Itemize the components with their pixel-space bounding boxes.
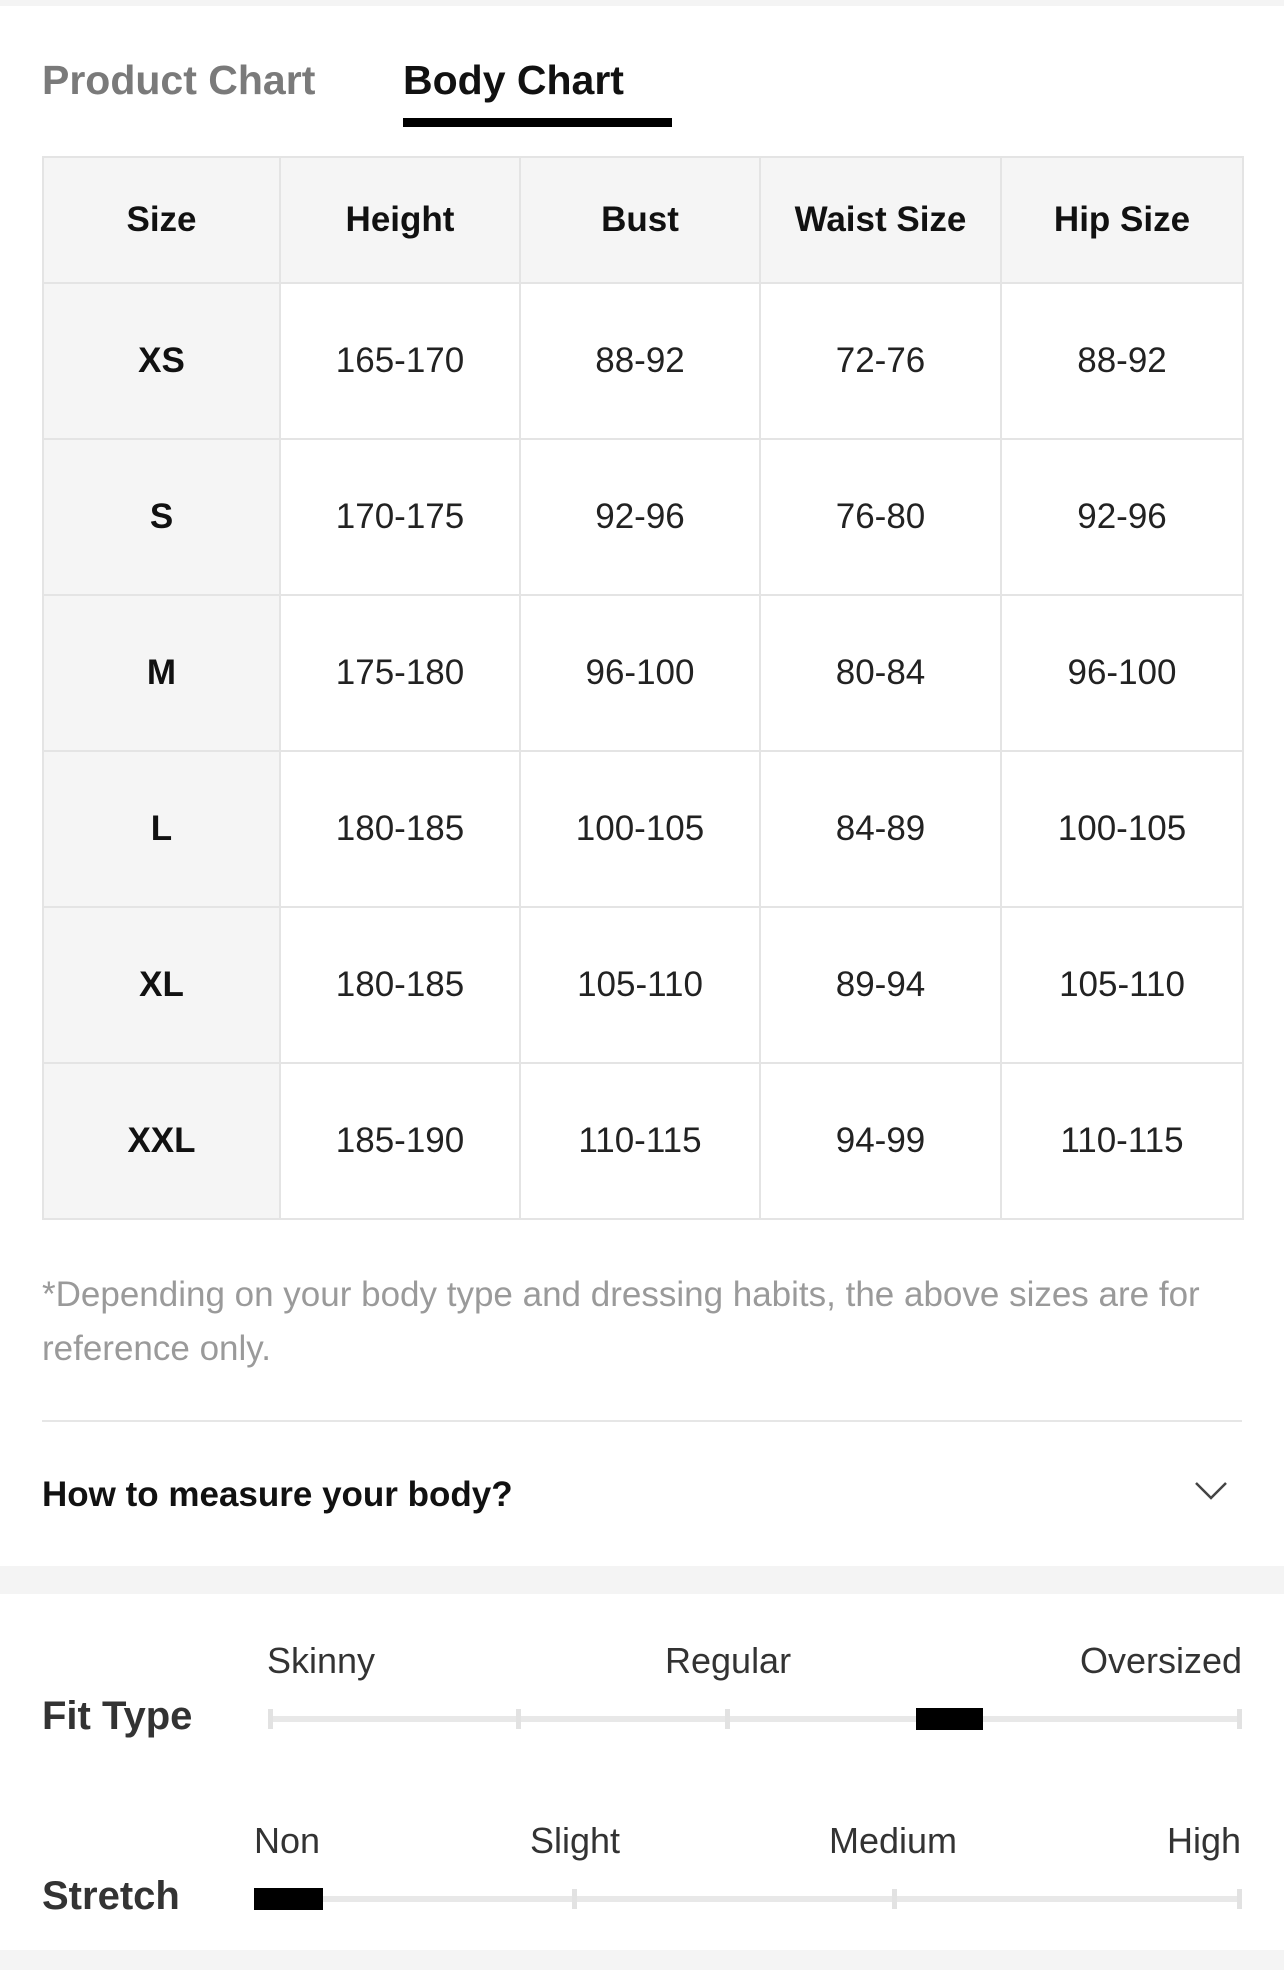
stretch-track bbox=[254, 1896, 1242, 1902]
hip-cell: 92-96 bbox=[1001, 439, 1243, 595]
table-row bbox=[43, 439, 1243, 595]
fit-tick bbox=[516, 1709, 521, 1729]
waist-cell: 72-76 bbox=[760, 283, 1001, 439]
column-header-hip-size: Hip Size bbox=[1001, 157, 1243, 283]
stretch-tick bbox=[892, 1889, 897, 1909]
table-row bbox=[43, 1063, 1243, 1219]
bust-cell: 92-96 bbox=[520, 439, 760, 595]
table-row bbox=[43, 907, 1243, 1063]
size-cell: XL bbox=[43, 907, 280, 1063]
tab-product-chart[interactable]: Product Chart bbox=[42, 57, 316, 103]
table-row bbox=[43, 751, 1243, 907]
size-disclaimer-note: *Depending on your body type and dressing habits, the above sizes are for reference only. bbox=[42, 1275, 1200, 1368]
fit-label-oversized: Oversized bbox=[1080, 1640, 1243, 1681]
waist-cell: 76-80 bbox=[760, 439, 1001, 595]
size-cell: M bbox=[43, 595, 280, 751]
bust-cell: 105-110 bbox=[520, 907, 760, 1063]
active-tab-indicator bbox=[403, 118, 672, 127]
height-cell: 180-185 bbox=[280, 751, 520, 907]
stretch-label-medium: Medium bbox=[829, 1820, 958, 1861]
chevron-down-icon bbox=[1194, 1480, 1228, 1502]
fit-tick bbox=[1237, 1709, 1242, 1729]
stretch-label-high: High bbox=[1167, 1820, 1242, 1861]
table-row bbox=[43, 283, 1243, 439]
bust-cell: 88-92 bbox=[520, 283, 760, 439]
height-cell: 170-175 bbox=[280, 439, 520, 595]
bust-cell: 110-115 bbox=[520, 1063, 760, 1219]
fit-type-title: Fit Type bbox=[42, 1694, 193, 1738]
fit-type-track bbox=[268, 1716, 1242, 1722]
height-cell: 175-180 bbox=[280, 595, 520, 751]
tab-body-chart[interactable]: Body Chart bbox=[403, 57, 624, 103]
table-row bbox=[43, 595, 1243, 751]
column-header-waist-size: Waist Size bbox=[760, 157, 1001, 283]
fit-tick bbox=[268, 1709, 273, 1729]
waist-cell: 89-94 bbox=[760, 907, 1001, 1063]
stretch-marker bbox=[254, 1888, 323, 1910]
how-to-measure-label: How to measure your body? bbox=[42, 1475, 513, 1514]
size-cell: XXL bbox=[43, 1063, 280, 1219]
stretch-tick bbox=[1237, 1889, 1242, 1909]
hip-cell: 88-92 bbox=[1001, 283, 1243, 439]
hip-cell: 105-110 bbox=[1001, 907, 1243, 1063]
stretch-title: Stretch bbox=[42, 1874, 180, 1918]
column-header-bust: Bust bbox=[520, 157, 760, 283]
stretch-label-slight: Slight bbox=[530, 1820, 621, 1861]
bust-cell: 96-100 bbox=[520, 595, 760, 751]
divider bbox=[42, 1420, 1242, 1422]
size-table bbox=[42, 156, 1244, 1220]
chart-tabs bbox=[42, 50, 1242, 130]
bottom-strip bbox=[0, 1950, 1284, 1970]
waist-cell: 84-89 bbox=[760, 751, 1001, 907]
column-header-height: Height bbox=[280, 157, 520, 283]
size-cell: XS bbox=[43, 283, 280, 439]
how-to-measure-toggle[interactable] bbox=[42, 1460, 1242, 1530]
fit-tick bbox=[725, 1709, 730, 1729]
stretch-label-non: Non bbox=[254, 1820, 321, 1861]
waist-cell: 80-84 bbox=[760, 595, 1001, 751]
size-cell: S bbox=[43, 439, 280, 595]
stretch-tick bbox=[572, 1889, 577, 1909]
height-cell: 185-190 bbox=[280, 1063, 520, 1219]
table-header-row bbox=[43, 157, 1243, 283]
fit-label-skinny: Skinny bbox=[267, 1640, 376, 1681]
hip-cell: 96-100 bbox=[1001, 595, 1243, 751]
hip-cell: 110-115 bbox=[1001, 1063, 1243, 1219]
size-cell: L bbox=[43, 751, 280, 907]
height-cell: 180-185 bbox=[280, 907, 520, 1063]
bust-cell: 100-105 bbox=[520, 751, 760, 907]
fit-type-marker bbox=[916, 1708, 983, 1730]
waist-cell: 94-99 bbox=[760, 1063, 1001, 1219]
fit-label-regular: Regular bbox=[665, 1640, 792, 1681]
hip-cell: 100-105 bbox=[1001, 751, 1243, 907]
section-gap bbox=[0, 1566, 1284, 1594]
height-cell: 165-170 bbox=[280, 283, 520, 439]
column-header-size: Size bbox=[43, 157, 280, 283]
